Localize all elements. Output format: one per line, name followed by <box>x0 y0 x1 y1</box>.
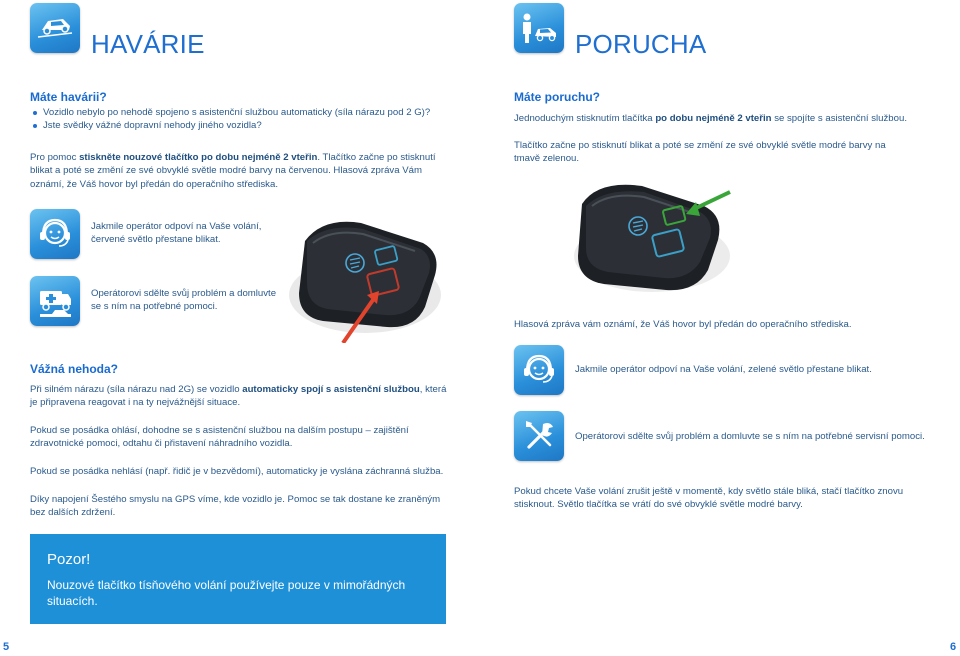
question-vazna-nehoda: Vážná nehoda? <box>30 362 119 376</box>
havarie-bullets <box>30 106 450 133</box>
wrench-screwdriver-icon <box>514 411 564 461</box>
vazna-nehoda-para2: Pokud se posádka ohlásí, dohodne se s asistenční službou na dalším postupu – zajištění zdravotnické pomoci, odtahu či přistavení náhradního vozidla. <box>30 425 409 450</box>
warning-title: Pozor! <box>47 551 91 568</box>
havarie-step-help: Operátorovi sdělte svůj problém a domluvte se s ním na potřebné pomoci. <box>91 288 277 313</box>
bullet-item: Jste svědky vážné dopravní nehody jiného vozidla? <box>30 119 450 132</box>
warning-text: Nouzové tlačítko tísňového volání používejte pouze v mimořádných situacích. <box>47 578 406 608</box>
page-number-right: 6 <box>950 641 957 653</box>
porucha-para3: Hlasová zpráva vám oznámí, že Váš hovor byl předán do operačního střediska. <box>514 319 852 330</box>
operator-headset-icon <box>514 345 564 395</box>
question-porucha: Máte poruchu? <box>514 90 600 104</box>
crash-car-icon <box>30 3 80 53</box>
vazna-nehoda-para4: Díky napojení Šestého smyslu na GPS víme, kde vozidlo je. Pomoc se tak dostane ke zraněným bez dalších zdržení. <box>30 494 441 519</box>
page-title-havarie: HAVÁRIE <box>91 29 205 59</box>
ambulance-icon <box>30 276 80 326</box>
device-green-button-image <box>568 170 734 300</box>
vazna-nehoda-para3: Pokud se posádka nehlásí (např. řidič je v bezvědomí), automaticky je vyslána záchranná služba. <box>30 466 444 477</box>
porucha-step-help: Operátorovi sdělte svůj problém a domluvte se s ním na potřebné servisní pomoci. <box>575 431 925 442</box>
porucha-para4: Pokud chcete Vaše volání zrušit ještě v momentě, kdy světlo stále bliká, stačí tlačítko znovu stisknout. Světlo tlačítka se vrátí do své obvyklé světle modré barvy. <box>514 486 904 511</box>
porucha-para2: Tlačítko začne po stisknutí blikat a poté se změní ze své obvyklé světle modré barvy na tmavě zelenou. <box>514 140 886 165</box>
havarie-step-operator: Jakmile operátor odpoví na Vaše volání, červené světlo přestane blikat. <box>91 221 262 246</box>
device-red-button-image <box>283 203 443 343</box>
havarie-instructions: Pro pomoc stiskněte nouzové tlačítko po dobu nejméně 2 vteřin. Tlačítko začne po stisknutí blikat a poté se změní ze své obvyklé světle modré barvy na červenou. Hlasová zpráva Vám oznámí, že Váš hovor byl předán do operačního střediska. <box>30 152 436 190</box>
porucha-step-operator: Jakmile operátor odpoví na Vaše volání, zelené světlo přestane blikat. <box>575 364 872 375</box>
question-havarie: Máte havárii? <box>30 90 107 104</box>
page-number-left: 5 <box>3 641 10 653</box>
vazna-nehoda-para1: Při silném nárazu (síla nárazu nad 2G) se vozidlo automaticky spojí s asistenční službou, která je připravena reagovat i na ty nejvážnější situace. <box>30 384 447 409</box>
breakdown-person-car-icon <box>514 3 564 53</box>
porucha-para1: Jednoduchým stisknutím tlačítka po dobu nejméně 2 vteřin se spojíte s asistenční službou. <box>514 113 907 124</box>
bullet-item: Vozidlo nebylo po nehodě spojeno s asistenční službou automaticky (síla nárazu pod 2 G)? <box>30 106 450 119</box>
warning-box <box>30 534 446 624</box>
page-title-porucha: PORUCHA <box>575 29 707 59</box>
operator-headset-icon <box>30 209 80 259</box>
